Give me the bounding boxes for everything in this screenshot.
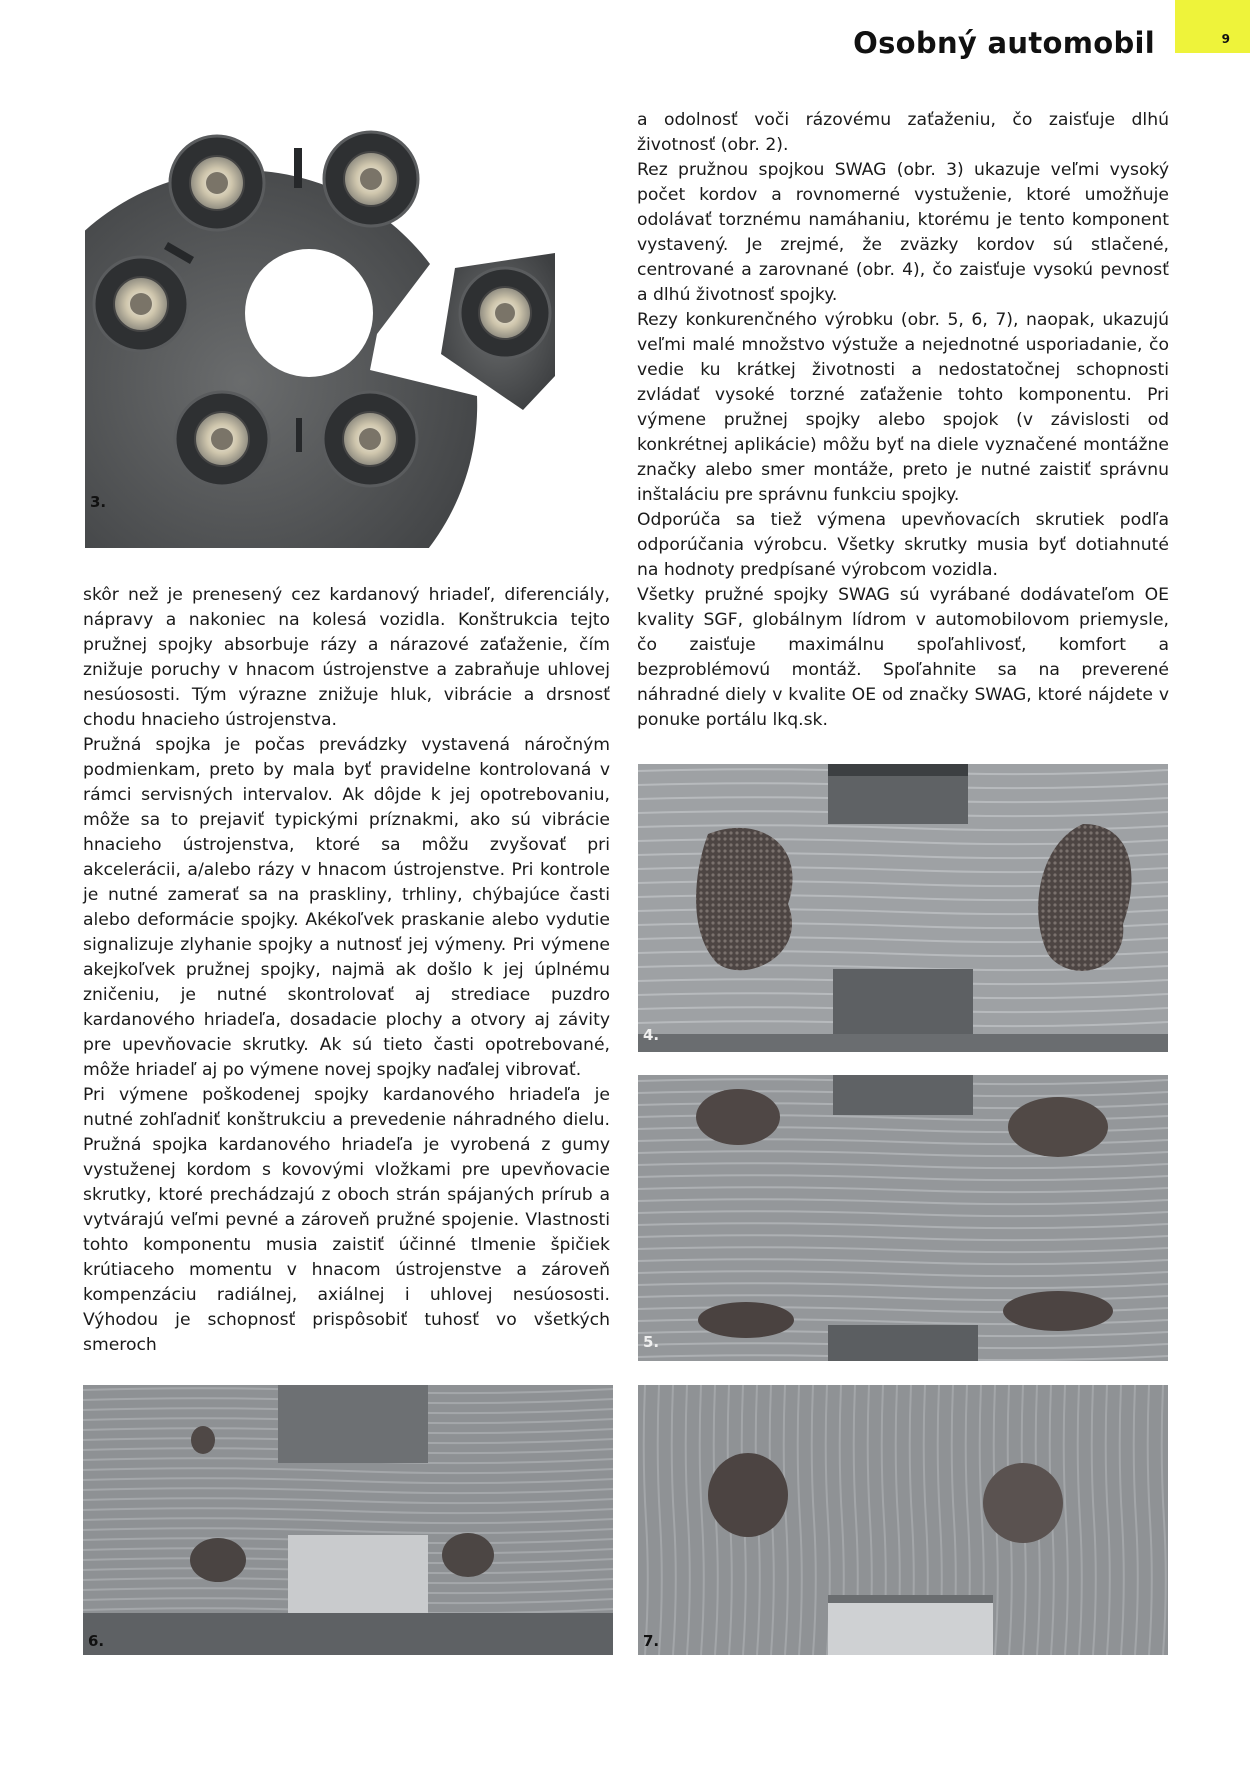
left-paragraph-2: Pružná spojka je počas prevádzky vystavená náročným podmienkam, preto by mala byť pravidelne kontrolovaná v rámci servisných intervalov. Ak dôjde k jej opotrebovaniu, môže sa to prejaviť typickými príznakmi, ako sú vibrácie hnacieho ústrojenstva, ktoré sa môžu zvyšovať pri akcelerácii, a/alebo rázy v hnacom ústrojenstve. Pri kontrole je nutné zamerať sa na praskliny, trhliny, chýbajúce časti alebo deformácie spojky. Akékoľvek praskanie alebo vydutie signalizuje zlyhanie spojky a nutnosť jej výmeny. Pri výmene akejkoľvek pružnej spojky, najmä ak došlo k jej úplnému zničeniu, je nutné skontrolovať aj strediace puzdro kardanového hriadeľa, dosadacie plochy a otvory aj závity pre upevňovacie skrutky. Ak sú tieto časti opotrebované, môže hriadeľ aj po výmene novej spojky naďalej vibrovať. [83,735,610,1080]
figure-7-label: 7. [643,1632,660,1650]
right-column-text [637,108,1169,733]
figure-5-label: 5. [643,1333,660,1351]
coupling-photo [85,118,555,548]
figure-4-label: 4. [643,1026,660,1044]
left-column-text [83,583,610,1358]
cross-section-photo-6 [83,1385,613,1655]
left-paragraph-1: skôr než je prenesený cez kardanový hriadeľ, diferenciály, nápravy a nakoniec na kolesá vozidla. Konštrukcia tejto pružnej spojky absorbuje rázy a nárazové zaťaženie, čím znižuje poruchy v hnacom ústrojenstve a zabraňuje uhlovej nesúososti. Tým výrazne znižuje hluk, vibrácie a drsnosť chodu hnacieho ústrojenstva. [83,585,610,730]
figure-3-label: 3. [90,493,107,511]
page-number: 9 [1221,32,1230,46]
corner-accent-tab [1175,0,1250,53]
page-title: Osobný automobil [853,26,1155,60]
cross-section-photo-4 [638,764,1168,1052]
right-paragraph-3: Rezy konkurenčného výrobku (obr. 5, 6, 7), naopak, ukazujú veľmi malé množstvo výstuže a nejednotné usporiadanie, čo vedie ku krátkej životnosti a nedostatočnej schopnosti zvládať vysoké torzné zaťaženie tohto komponentu. Pri výmene pružnej spojky alebo spojok (v závislosti od konkrétnej aplikácie) môžu byť na diele vyznačené montážne značky alebo smer montáže, preto je nutné zaistiť správnu inštaláciu pre správnu funkciu spojky. [637,310,1169,505]
right-paragraph-4: Odporúča sa tiež výmena upevňovacích skrutiek podľa odporúčania výrobcu. Všetky skrutky musia byť dotiahnuté na hodnoty predpísané výrobcom vozidla. [637,510,1169,580]
left-paragraph-3: Pri výmene poškodenej spojky kardanového hriadeľa je nutné zohľadniť konštrukciu a prevedenie náhradného dielu. Pružná spojka kardanového hriadeľa je vyrobená z gumy vystuženej kordom s kovovými vložkami pre upevňovacie skrutky, ktoré prechádzajú z oboch strán spájaných prírub a vytvárajú veľmi pevné a zároveň pružné spojenie. Vlastnosti tohto komponentu musia zaistiť účinné tlmenie špičiek krútiaceho momentu v hnacom ústrojenstve a zároveň kompenzáciu radiálnej, axiálnej i uhlovej nesúososti. Výhodou je schopnosť prispôsobiť tuhosť vo všetkých smeroch [83,1085,610,1355]
right-paragraph-5: Všetky pružné spojky SWAG sú vyrábané dodávateľom OE kvality SGF, globálnym lídrom v automobilovom priemysle, čo zaisťuje maximálnu spoľahlivosť, komfort a bezproblémovú montáž. Spoľahnite sa na preverené náhradné diely v kvalite OE od značky SWAG, ktoré nájdete v ponuke portálu lkq.sk. [637,585,1169,730]
figure-6-label: 6. [88,1632,105,1650]
cross-section-photo-7 [638,1385,1168,1655]
cross-section-photo-5 [638,1075,1168,1361]
right-paragraph-1: a odolnosť voči rázovému zaťaženiu, čo zaisťuje dlhú životnosť (obr. 2). [637,110,1169,155]
right-paragraph-2: Rez pružnou spojkou SWAG (obr. 3) ukazuje veľmi vysoký počet kordov a rovnomerné vystuženie, ktoré umožňuje odolávať torznému namáhaniu, ktorému je tento komponent vystavený. Je zrejmé, že zväzky kordov sú stlačené, centrované a zarovnané (obr. 4), čo zaisťuje vysokú pevnosť a dlhú životnosť spojky. [637,160,1169,305]
